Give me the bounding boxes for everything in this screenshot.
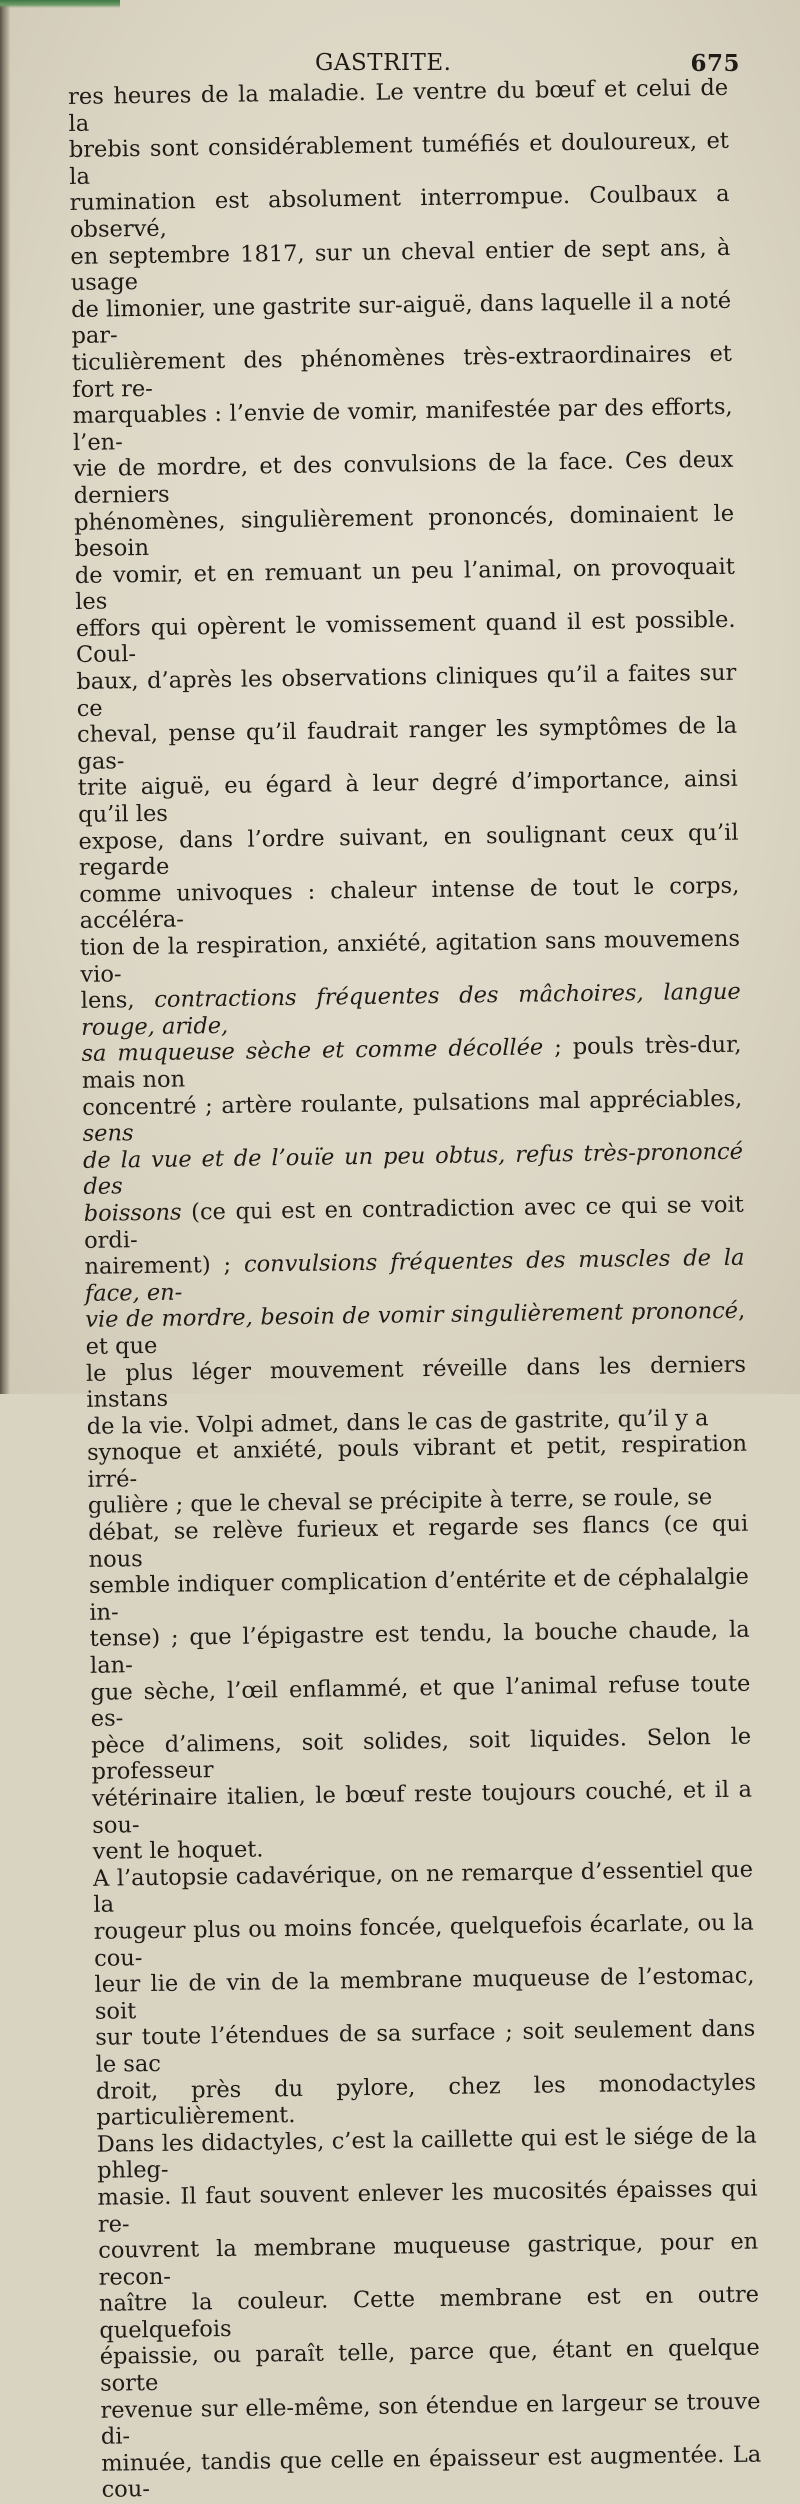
- text-segment: res heures de la maladie. Le ventre du bœuf et celui de la brebis sont considérablement tuméfiés et douloureux, et la rumination est absolument interrompue. Coulbaux a observé, en septembre 1817, sur un cheval entier de sept ans, à usage de limonier, une gastrite sur-aiguë, dans laquelle il a noté par- ticulièrement des phénomènes très-extraordinaires et fort re- marquables : l’envie de vomir, manifestée par des efforts, l’en- vie de mordre, et des convulsions de la face. Ces deux derniers phénomènes, singulièrement prononcés, dominaient le besoin de vomir, et en remuant un peu l’animal, on provoquait les effors qui opèrent le vomissement quand il est possible. Coul- baux, d’après les observations cliniques qu’il a faites sur ce cheval, pense qu’il faudrait ranger les symptômes de la gas- trite aiguë, eu égard à leur degré d’importance, ainsi qu’il les expose, dans l’ordre suivant, en soulignant ceux qu’il regarde comme univoques : chaleur intense de tout le corps, accéléra- tion de la respiration, anxiété, agitation sans mouvemens vio- lens,: [68, 74, 741, 1015]
- text-segment: ; pouls très-dur, mais non concentré ; artère roulante, pulsations mal appréciables,: [81, 1032, 743, 1121]
- page-binding-edge: [0, 0, 10, 1394]
- text-segment: , et que le plus léger mouvement réveille dans les derniers instans de la vie. Volpi admet, dans le cas de gastrite, qu’il y a synoque et anxiété, pouls vibrant et petit, respiration irré- gulière ; que le cheval se précipite à terre, se roule, se débat, se relève furieux et regarde ses flancs (ce qui nous semble indiquer complication d’entérite et de céphalalgie in- tense) ; que l’épigastre est tendu, la bouche chaude, la lan- gue sèche, l’œil enflammé, et que l’animal refuse toute es- pèce d’alimens, soit solides, soit liquides. Selon le professeur vétérinaire italien, le bœuf reste toujours couché, et il a sou- vent le hoquet. A l’autopsie cadavérique, on ne remarque d’essentiel que la rougeur plus ou moins foncée, quelquefois écarlate, ou la cou- leur lie de vin de la membrane muqueuse de l’estomac, soit sur toute l’étendues de sa surface ; soit seulement dans le sac droit, près du pylore, chez les monodactyles particulièrement. Dans les didactyles, c’est la caillette qui est le siége de la phleg- masie. Il faut souvent enlever les mucosités épaisses qui re- couvrent la membrane muqueuse gastrique, pour en recon- naître la couleur. Cette membrane est en outre quelquefois épaissie, ou paraît telle, parce que, étant en quelque sorte revenue sur elle-même, son étendue en largeur se trouve di- minuée, tandis que celle en épaisseur est augmentée. La cou-: [85, 1297, 762, 2504]
- running-head: GASTRITE.: [315, 50, 452, 76]
- italic-segment: sens de la vue et de l’ouïe un peu obtus, refus très-prononcé des boissons: [82, 1120, 744, 1227]
- body-text: [68, 75, 762, 2504]
- page-top-edge: [0, 0, 120, 8]
- italic-segment: contractions fréquentes des mâchoires, langue rouge, aride, sa muqueuse sèche et comme décollée: [80, 978, 741, 1068]
- italic-segment: convulsions fréquentes des muscles de la face, en- vie de mordre, besoin de vomir singulièrement prononcé: [84, 1244, 745, 1334]
- page-number: 675: [690, 50, 740, 77]
- text-segment: (ce qui est en contradiction avec ce qui se voit ordi- nairement) ;: [83, 1191, 744, 1281]
